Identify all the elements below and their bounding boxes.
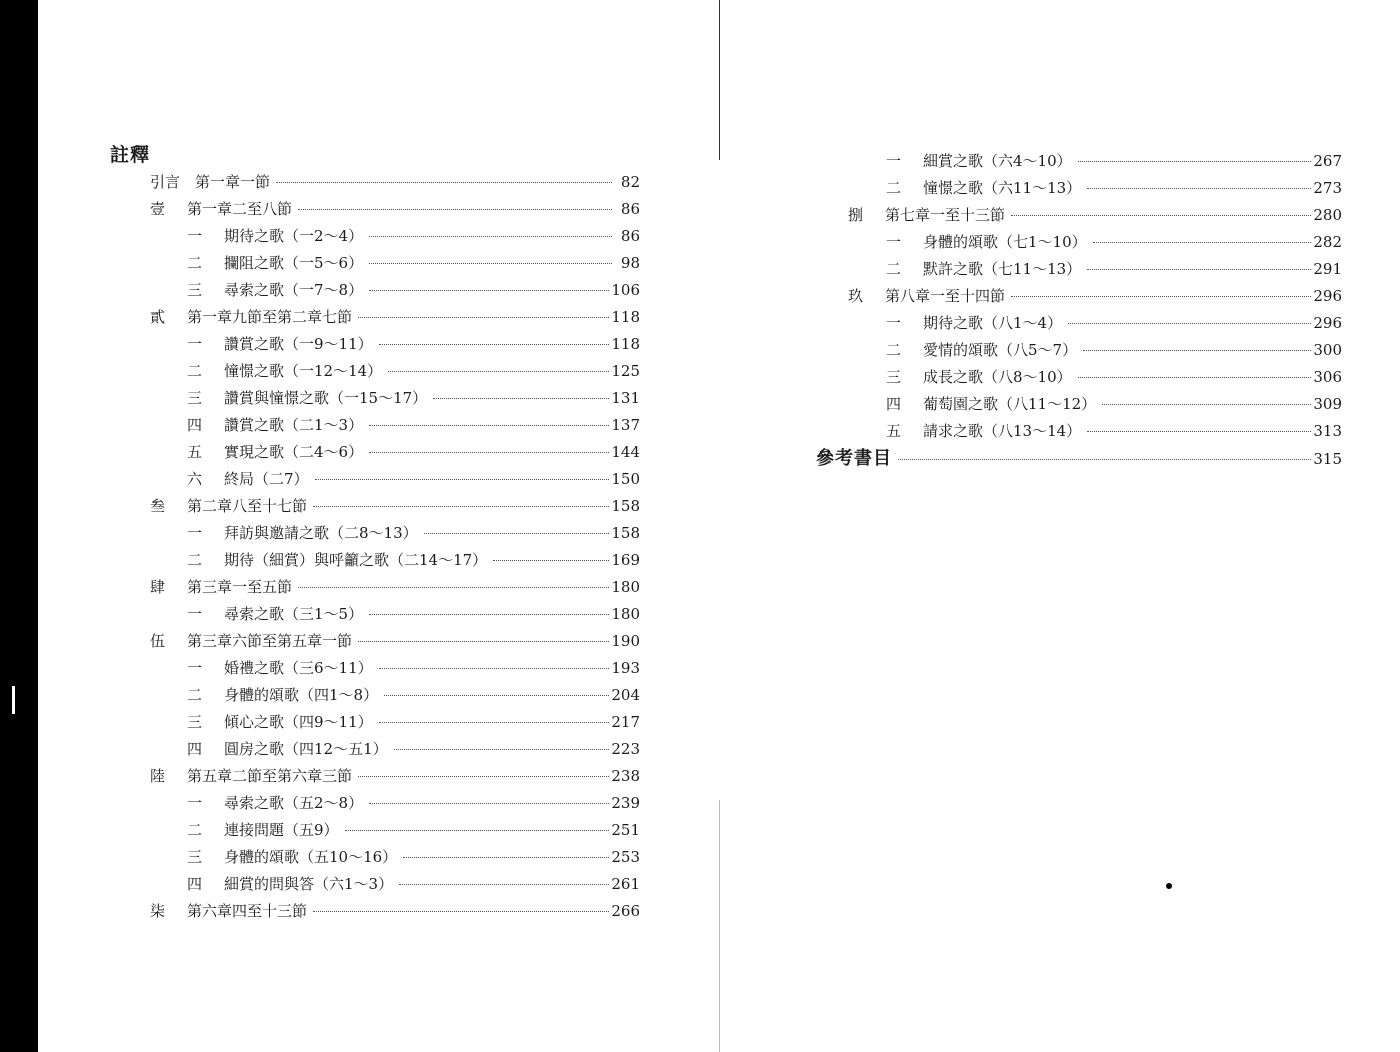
toc-entry-intro[interactable] — [110, 169, 640, 196]
toc-section-marker: 貳 — [150, 308, 166, 326]
dot-leader — [1087, 269, 1311, 270]
toc-entry-part[interactable] — [812, 202, 1342, 229]
dot-leader — [1093, 242, 1312, 243]
dot-leader — [1102, 404, 1311, 405]
toc-page-number: 313 — [1313, 422, 1342, 440]
dot-leader — [345, 830, 610, 831]
toc-page-number: 180 — [611, 605, 640, 623]
toc-entry-song[interactable] — [812, 364, 1342, 391]
toc-entry-title: 請求之歌（八13～14） — [923, 422, 1082, 440]
dot-leader — [379, 722, 610, 723]
toc-section-marker: 壹 — [150, 200, 166, 218]
toc-page-number: 315 — [1313, 450, 1342, 468]
toc-section-marker: 捌 — [848, 206, 864, 224]
dot-leader — [1011, 296, 1311, 297]
toc-entry-part[interactable] — [110, 763, 640, 790]
toc-section-marker: 一 — [886, 233, 902, 251]
toc-entry-part[interactable] — [110, 628, 640, 655]
toc-page-number: 266 — [611, 902, 640, 920]
toc-section-marker: 五 — [886, 422, 902, 440]
toc-section-marker: 一 — [187, 335, 203, 353]
page-gutter-line-lower — [719, 800, 720, 1052]
toc-entry-title: 第五章二節至第六章三節 — [187, 767, 353, 785]
dot-leader — [369, 803, 609, 804]
toc-section-marker: 三 — [187, 848, 203, 866]
toc-section-marker: 一 — [886, 314, 902, 332]
toc-entry-title: 讚賞之歌（二1～3） — [224, 416, 364, 434]
toc-entry-part[interactable] — [110, 304, 640, 331]
toc-entry-title: 讚賞之歌（一9～11） — [224, 335, 373, 353]
toc-entry-title: 攔阻之歌（一5～6） — [224, 254, 364, 272]
toc-entry-bibliography[interactable] — [812, 445, 1342, 472]
toc-entry-title: 葡萄園之歌（八11～12） — [923, 395, 1097, 413]
toc-entry-song[interactable] — [110, 520, 640, 547]
toc-page-number: 251 — [611, 821, 640, 839]
toc-entry-title: 第三章一至五節 — [187, 578, 293, 596]
toc-entry-title: 憧憬之歌（一12～14） — [224, 362, 383, 380]
toc-entry-song[interactable] — [110, 844, 640, 871]
toc-section-marker: 六 — [187, 470, 203, 488]
toc-entry-title: 第六章四至十三節 — [187, 902, 308, 920]
toc-section-marker: 四 — [187, 875, 203, 893]
toc-section-marker: 五 — [187, 443, 203, 461]
toc-page-number: 217 — [611, 713, 640, 731]
toc-section-marker: 陸 — [150, 767, 166, 785]
toc-entry-title: 第八章一至十四節 — [885, 287, 1006, 305]
toc-entry-song[interactable] — [812, 310, 1342, 337]
toc-page-number: 238 — [611, 767, 640, 785]
toc-page-number: 223 — [611, 740, 640, 758]
toc-section-marker: 叁 — [150, 497, 166, 515]
toc-entry-title: 期待（細賞）與呼籲之歌（二14～17） — [224, 551, 488, 569]
dot-leader — [358, 317, 609, 318]
toc-entry-title: 成長之歌（八8～10） — [923, 368, 1072, 386]
dot-leader — [1068, 323, 1311, 324]
toc-section-marker: 四 — [187, 740, 203, 758]
dot-leader — [369, 452, 609, 453]
dot-leader — [313, 506, 609, 507]
toc-entry-song[interactable] — [110, 547, 640, 574]
toc-entry-part[interactable] — [110, 574, 640, 601]
dot-leader — [388, 371, 609, 372]
toc-page-number: 261 — [611, 875, 640, 893]
toc-page-number: 282 — [1313, 233, 1342, 251]
scan-edge-mark — [12, 686, 15, 714]
toc-entry-part[interactable] — [110, 196, 640, 223]
toc-entry-title: 終局（二7） — [224, 470, 309, 488]
dot-leader — [369, 290, 609, 291]
toc-entry-song[interactable] — [110, 790, 640, 817]
toc-entry-song[interactable] — [110, 277, 640, 304]
toc-page-number: 309 — [1313, 395, 1342, 413]
dot-leader — [384, 695, 609, 696]
toc-entry-song[interactable] — [812, 256, 1342, 283]
toc-page-number: 239 — [611, 794, 640, 812]
toc-entry-title: 尋索之歌（三1～5） — [224, 605, 364, 623]
dot-leader — [394, 749, 610, 750]
toc-entry-title: 尋索之歌（五2～8） — [224, 794, 364, 812]
toc-section-marker: 肆 — [150, 578, 166, 596]
toc-entry-song[interactable] — [110, 439, 640, 466]
toc-page-number: 158 — [611, 524, 640, 542]
toc-entry-part[interactable] — [812, 283, 1342, 310]
toc-entry-song[interactable] — [812, 337, 1342, 364]
right-page — [812, 148, 1342, 472]
toc-page-number: 144 — [611, 443, 640, 461]
toc-page-number: 291 — [1313, 260, 1342, 278]
toc-page-number: 86 — [620, 227, 640, 245]
toc-entry-title: 愛情的頌歌（八5～7） — [923, 341, 1078, 359]
toc-entry-title: 參考書目 — [816, 448, 892, 469]
dot-leader — [358, 776, 609, 777]
toc-entry-song[interactable] — [812, 391, 1342, 418]
dot-leader — [1078, 161, 1312, 162]
toc-section-marker: 二 — [886, 341, 902, 359]
dot-leader — [379, 344, 610, 345]
toc-page-number: 193 — [611, 659, 640, 677]
dot-leader — [399, 884, 609, 885]
toc-entry-title: 讚賞與憧憬之歌（一15～17） — [224, 389, 428, 407]
toc-entry-title: 默許之歌（七11～13） — [923, 260, 1082, 278]
toc-entry-song[interactable] — [812, 148, 1342, 175]
toc-page-number: 204 — [611, 686, 640, 704]
dot-leader — [313, 911, 609, 912]
toc-section-marker: 玖 — [848, 287, 864, 305]
toc-entry-song[interactable] — [110, 655, 640, 682]
toc-entry-part[interactable] — [110, 898, 640, 925]
dot-leader — [403, 857, 609, 858]
toc-page-number: 158 — [611, 497, 640, 515]
toc-entry-title: 第一章九節至第二章七節 — [187, 308, 353, 326]
page-gutter-line — [719, 0, 720, 160]
toc-page-number: 300 — [1313, 341, 1342, 359]
toc-entry-song[interactable] — [110, 331, 640, 358]
toc-page-number: 253 — [611, 848, 640, 866]
toc-page-number: 118 — [611, 335, 640, 353]
toc-entry-song[interactable] — [110, 250, 640, 277]
dot-leader — [1083, 350, 1311, 351]
dot-leader — [315, 479, 610, 480]
dot-leader — [298, 209, 612, 210]
dot-leader — [369, 263, 612, 264]
toc-section-marker: 一 — [187, 227, 203, 245]
toc-page-number: 106 — [611, 281, 640, 299]
toc-page-number: 98 — [620, 254, 640, 272]
toc-section-marker: 二 — [187, 686, 203, 704]
toc-entry-title: 婚禮之歌（三6～11） — [224, 659, 373, 677]
toc-page-number: 118 — [611, 308, 640, 326]
toc-entry-title: 第三章六節至第五章一節 — [187, 632, 353, 650]
toc-section-marker: 二 — [886, 260, 902, 278]
toc-section-marker: 伍 — [150, 632, 166, 650]
dot-leader — [1087, 188, 1311, 189]
dot-leader — [379, 668, 610, 669]
scan-speck — [1166, 883, 1172, 889]
toc-entry-title: 憧憬之歌（六11～13） — [923, 179, 1082, 197]
toc-entry-title: 身體的頌歌（四1～8） — [224, 686, 379, 704]
toc-section-marker: 二 — [187, 254, 203, 272]
dot-leader — [1011, 215, 1311, 216]
left-page — [110, 142, 640, 925]
toc-page-number: 190 — [611, 632, 640, 650]
toc-entry-song[interactable] — [110, 817, 640, 844]
toc-entry-title: 細賞的問與答（六1～3） — [224, 875, 394, 893]
toc-entry-title: 尋索之歌（一7～8） — [224, 281, 364, 299]
toc-entry-song[interactable] — [110, 358, 640, 385]
dot-leader — [493, 560, 609, 561]
toc-entry-title: 第一章二至八節 — [187, 200, 293, 218]
toc-page-number: 267 — [1313, 152, 1342, 170]
toc-entry-song[interactable] — [110, 412, 640, 439]
toc-entry-title: 身體的頌歌（七1～10） — [923, 233, 1087, 251]
toc-entry-song[interactable] — [110, 223, 640, 250]
dot-leader — [424, 533, 610, 534]
toc-entry-title: 實現之歌（二4～6） — [224, 443, 364, 461]
toc-section-marker: 柒 — [150, 902, 166, 920]
toc-page-number: 280 — [1313, 206, 1342, 224]
toc-entry-title: 細賞之歌（六4～10） — [923, 152, 1072, 170]
toc-page-number: 125 — [611, 362, 640, 380]
dot-leader — [358, 641, 609, 642]
toc-section-marker: 一 — [187, 605, 203, 623]
toc-entry-title: 期待之歌（一2～4） — [224, 227, 364, 245]
dot-leader — [369, 236, 612, 237]
section-heading-notes: 註釋 — [110, 144, 151, 166]
toc-section-marker: 四 — [187, 416, 203, 434]
toc-page-number: 180 — [611, 578, 640, 596]
dot-leader — [369, 614, 609, 615]
toc-entry-title: 拜訪與邀請之歌（二8～13） — [224, 524, 418, 542]
toc-entry-title: 第二章八至十七節 — [187, 497, 308, 515]
toc-section-marker: 四 — [886, 395, 902, 413]
toc-page-number: 137 — [611, 416, 640, 434]
toc-page-number: 131 — [611, 389, 640, 407]
dot-leader — [1078, 377, 1312, 378]
toc-page-number: 82 — [620, 173, 640, 191]
toc-entry-title: 身體的頌歌（五10～16） — [224, 848, 398, 866]
toc-page-number: 273 — [1313, 179, 1342, 197]
scan-dark-edge — [0, 0, 38, 1052]
toc-entry-song[interactable] — [812, 175, 1342, 202]
toc-entry-song[interactable] — [110, 736, 640, 763]
toc-section-marker: 二 — [187, 821, 203, 839]
toc-section-marker: 二 — [187, 362, 203, 380]
toc-section-marker: 一 — [187, 524, 203, 542]
dot-leader — [298, 587, 609, 588]
toc-page-number: 296 — [1313, 314, 1342, 332]
toc-entry-title: 第七章一至十三節 — [885, 206, 1006, 224]
toc-entry-title: 期待之歌（八1～4） — [923, 314, 1063, 332]
toc-section-marker: 三 — [187, 281, 203, 299]
toc-entry-title: 引言 第一章一節 — [150, 173, 271, 191]
toc-entry-song[interactable] — [110, 871, 640, 898]
toc-entry-title: 圓房之歌（四12～五1） — [224, 740, 388, 758]
toc-entry-song[interactable] — [110, 601, 640, 628]
toc-entry-song[interactable] — [110, 385, 640, 412]
toc-page-number: 169 — [611, 551, 640, 569]
toc-entry-song[interactable] — [110, 682, 640, 709]
toc-entry-song[interactable] — [110, 466, 640, 493]
toc-entry-part[interactable] — [110, 493, 640, 520]
toc-section-marker: 二 — [187, 551, 203, 569]
toc-entry-title: 連接問題（五9） — [224, 821, 339, 839]
dot-leader — [276, 182, 612, 183]
toc-section-marker: 二 — [886, 179, 902, 197]
toc-page-number: 306 — [1313, 368, 1342, 386]
dot-leader — [898, 459, 1311, 460]
dot-leader — [433, 398, 609, 399]
toc-entry-title: 傾心之歌（四9～11） — [224, 713, 373, 731]
dot-leader — [369, 425, 609, 426]
toc-section-marker: 一 — [187, 794, 203, 812]
toc-section-marker: 一 — [886, 152, 902, 170]
toc-section-marker: 三 — [886, 368, 902, 386]
toc-entry-song[interactable] — [812, 229, 1342, 256]
toc-section-marker: 三 — [187, 389, 203, 407]
toc-entry-song[interactable] — [812, 418, 1342, 445]
toc-section-marker: 一 — [187, 659, 203, 677]
dot-leader — [1087, 431, 1311, 432]
toc-page-number: 296 — [1313, 287, 1342, 305]
toc-section-marker: 三 — [187, 713, 203, 731]
toc-page-number: 150 — [611, 470, 640, 488]
toc-page-number: 86 — [620, 200, 640, 218]
toc-entry-song[interactable] — [110, 709, 640, 736]
